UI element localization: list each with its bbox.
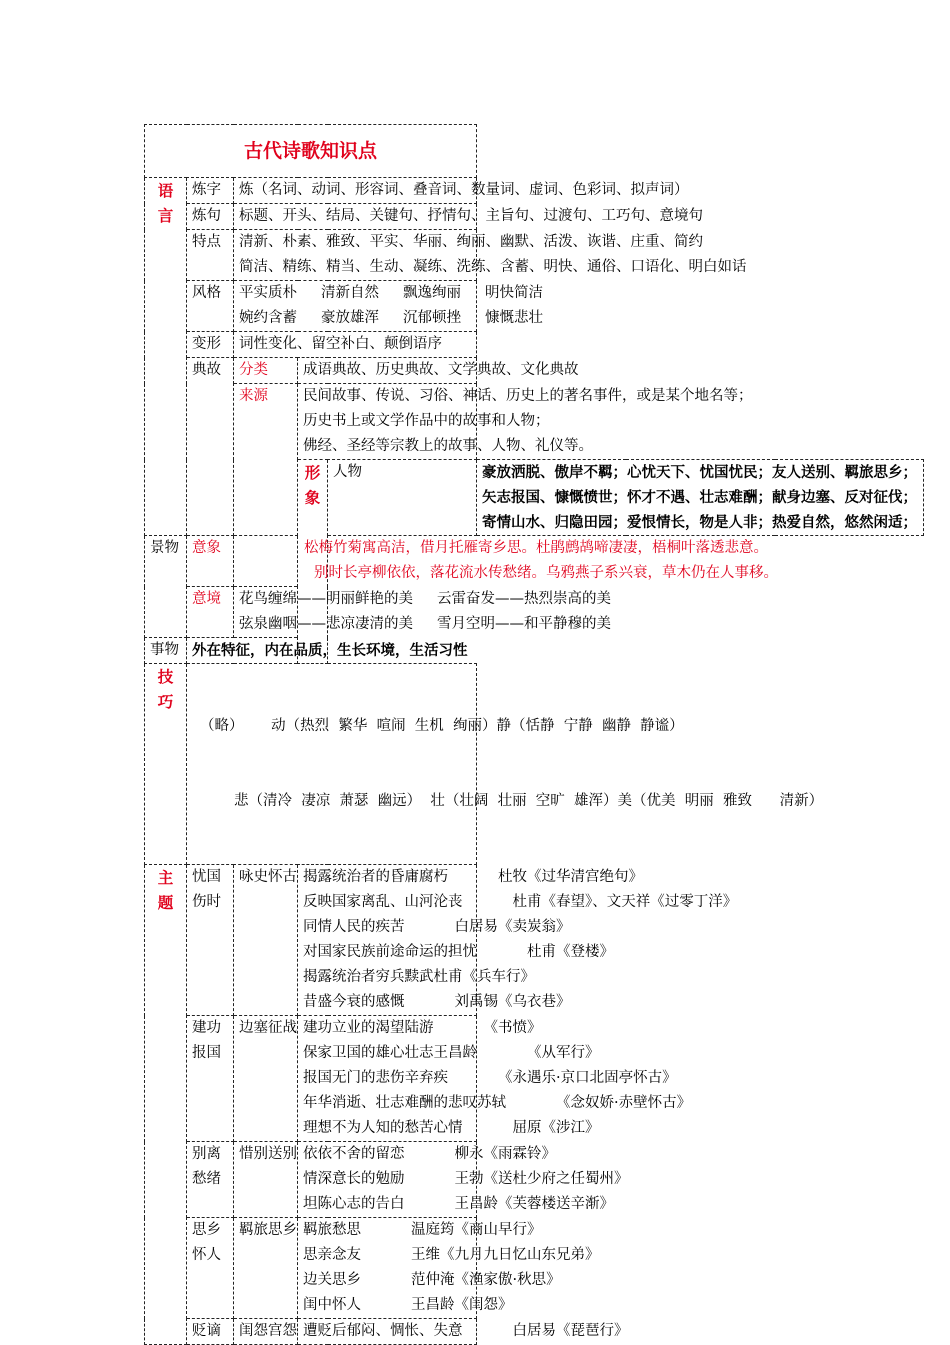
theme-item-desc: 报国无门的悲伤辛弃疾 [303,1070,448,1086]
yijing-line-2: 弦泉幽咽——悲凉凄清的美 雪月空明——和平静穆的美 [239,616,611,632]
yijing-line-1: 花鸟缠绵——明丽鲜艳的美 云雷奋发——热烈崇高的美 [239,591,611,607]
theme-item-work: 杜甫《春望》、文天祥《过零丁洋》 [512,894,738,910]
text-fengge [234,281,543,332]
text-jiqiao [187,664,824,865]
style-item: 明快简洁 [485,285,543,301]
theme-item-desc: 同情人民的疾苦 [303,919,405,935]
label-yijing: 意境 [187,587,234,638]
text-laiyuan [298,384,753,460]
theme-item [303,1142,556,1167]
category-zhuti: 主 题 [145,865,187,1345]
theme-item-work: 屈原《涉江》 [512,1120,600,1136]
theme-item-work: 杜甫《登楼》 [527,944,614,960]
row-zhuti-3 [145,1142,924,1218]
theme-sub: 咏史怀古 [234,865,298,1016]
label-lianzi: 炼字 [187,178,234,204]
theme-item-desc: 年华消逝、壮志难酬的悲叹苏轼 [303,1095,506,1111]
theme-sub: 惜别送别 [234,1142,298,1218]
text-tedian [234,230,747,281]
category-jiqiao: 技 巧 [145,664,187,865]
label-jingwu: 景物 [145,536,187,638]
theme-name: 建功报国 [187,1016,234,1142]
row-zhuti-2 [145,1016,924,1142]
style-item: 清新自然 [321,285,379,301]
label-lianju: 炼句 [187,204,234,230]
page-title: 古代诗歌知识点 [145,125,477,178]
theme-item-desc: 理想不为人知的愁苦心情 [303,1120,463,1136]
theme-name: 忧国伤时 [187,865,234,1016]
theme-item [303,890,738,915]
style-item: 婉约含蓄 [239,310,297,326]
theme-item-desc: 揭露统治者穷兵黩武杜甫《兵车行》 [303,969,535,985]
theme-items [298,1016,692,1142]
label-fengge: 风格 [187,281,234,332]
style-item: 平实质朴 [239,285,297,301]
theme-items [298,865,738,1016]
theme-name: 贬谪 [187,1319,234,1345]
yixiang-line-2: 别时长亭柳依依，落花流水传愁绪。乌鸦燕子系兴衰，草木仍在人事移。 [314,565,778,581]
theme-item-work: 杜牧《过华清宫绝句》 [498,869,643,885]
theme-item-work: 王昌龄《闺怨》 [411,1297,513,1313]
theme-item-desc: 情深意长的勉励 [303,1171,405,1187]
theme-name: 思乡怀人 [187,1218,234,1319]
theme-item-work: 《念奴娇·赤壁怀古》 [556,1095,692,1111]
text-lianzi: 炼（名词、动词、形容词、叠音词、数量词、虚词、色彩词、拟声词） [234,178,477,204]
theme-item [303,865,643,890]
theme-item-desc: 对国家民族前途命运的担忧 [303,944,477,960]
theme-item-desc: 边关思乡 [303,1272,361,1288]
theme-item-desc: 闺中怀人 [303,1297,361,1313]
text-yijing [234,587,611,638]
row-yijing [145,587,924,638]
theme-item-desc: 思亲念友 [303,1247,361,1263]
theme-item [303,1293,513,1318]
category-xingxiang: 形 象 [298,460,328,664]
theme-item-desc: 昔盛今衰的感慨 [303,994,405,1010]
theme-item [303,1192,614,1217]
theme-item [303,1066,677,1091]
theme-item-work: 王勃《送杜少府之任蜀州》 [454,1171,629,1187]
theme-item-work: 王维《九月九日忆山东兄弟》 [411,1247,600,1263]
theme-item [303,1116,600,1141]
label-shiwu: 事物 [145,638,187,664]
theme-item-desc: 保家卫国的雄心壮志王昌龄 [303,1045,477,1061]
text-fenlei: 成语典故、历史典故、文学典故、文化典故 [298,358,477,384]
label-bianxing: 变形 [187,332,234,358]
renwu-line-2: 矢志报国、慷慨愤世；怀才不遇、壮志难酬；献身边塞、反对征伐； [482,489,917,506]
theme-item [303,1167,629,1192]
label-yixiang: 意象 [187,536,234,587]
theme-item-work: 《从军行》 [527,1045,600,1061]
row-yixiang [145,536,924,587]
yixiang-line-1: 松梅竹菊寓高洁，借月托雁寄乡思。杜鹃鹧鸪啼凄凄，梧桐叶落透悲意。 [304,540,768,556]
row-shiwu [145,638,924,664]
renwu-line-1: 豪放洒脱、傲岸不羁；心忧天下、忧国忧民；友人送别、羁旅思乡； [482,464,917,481]
theme-item [303,1041,600,1066]
title-row [145,125,924,178]
label-laiyuan: 来源 [234,384,298,536]
row-diangu-laiyuan [145,384,924,460]
style-item: 豪放雄浑 [321,310,379,326]
theme-item-work: 白居易《琵琶行》 [512,1323,629,1339]
text-lianju: 标题、开头、结局、关键句、抒情句、主旨句、过渡句、工巧句、意境句 [234,204,477,230]
theme-item-work: 刘禹锡《乌衣巷》 [454,994,571,1010]
theme-item [303,915,571,940]
row-zhuti-4 [145,1218,924,1319]
theme-item [303,1243,600,1268]
style-item: 飘逸绚丽 [403,285,461,301]
knowledge-table [144,124,924,1345]
theme-name: 别离愁绪 [187,1142,234,1218]
label-tedian: 特点 [187,230,234,281]
theme-item [303,1218,542,1243]
row-fengge [145,281,924,332]
style-item: 慷慨悲壮 [485,310,543,326]
theme-item-work: 《永遇乐·京口北固亭怀古》 [498,1070,677,1086]
row-zhuti-5 [145,1319,924,1345]
theme-item-desc: 建功立业的渴望陆游 [303,1020,434,1036]
theme-sub: 边塞征战 [234,1016,298,1142]
theme-sub: 闺怨宫怨 [234,1319,298,1345]
theme-item-desc: 坦陈心志的告白 [303,1196,405,1212]
laiyuan-line-1: 民间故事、传说、习俗、神话、历史上的著名事件，或是某个地名等； [303,388,753,404]
laiyuan-line-3: 佛经、圣经等宗教上的故事、人物、礼仪等。 [303,438,593,454]
theme-sub: 羁旅思乡 [234,1218,298,1319]
theme-item-work: 白居易《卖炭翁》 [454,919,571,935]
row-tedian [145,230,924,281]
tedian-line-2: 简洁、精练、精当、生动、凝练、洗练、含蓄、明快、通俗、口语化、明白如话 [239,259,747,275]
theme-item [303,940,614,965]
theme-item-desc: 反映国家离乱、山河沦丧 [303,894,463,910]
theme-items [298,1142,629,1218]
text-bianxing: 词性变化、留空补白、颠倒语序 [234,332,477,358]
theme-item-work: 王昌龄《芙蓉楼送辛渐》 [454,1196,614,1212]
theme-item [303,965,535,990]
theme-item [303,1091,692,1116]
theme-item [303,1319,629,1344]
laiyuan-line-2: 历史书上或文学作品中的故事和人物； [303,413,550,429]
text-yixiang [234,536,778,587]
theme-items [298,1218,600,1319]
jiqiao-line-1: （略） 动（热烈 繁华 喧闹 生机 绚丽）静（恬静 宁静 幽静 静谧） [200,718,684,734]
theme-items [298,1319,629,1345]
label-renwu: 人物 [328,460,477,536]
text-shiwu: 外在特征，内在品质，生长环境，生活习性 [187,638,328,664]
row-zhuti-1 [145,865,924,1016]
row-bianxing [145,332,924,358]
fengge-line-1 [239,281,543,306]
style-item: 沉郁顿挫 [403,310,461,326]
text-renwu [477,460,924,536]
theme-item-desc: 羁旅愁思 [303,1222,361,1238]
theme-item-desc: 揭露统治者的昏庸腐朽 [303,869,448,885]
tedian-line-1: 清新、朴素、雅致、平实、华丽、绚丽、幽默、活泼、诙谐、庄重、简约 [239,234,703,250]
label-diangu: 典故 [187,358,234,536]
theme-item-work: 《书愤》 [483,1020,542,1036]
theme-item-desc: 遭贬后郁闷、惆怅、失意 [303,1323,463,1339]
row-jiqiao [145,664,924,865]
theme-item [303,1268,561,1293]
theme-item-work: 范仲淹《渔家傲·秋思》 [411,1272,561,1288]
theme-item-work: 温庭筠《商山早行》 [411,1222,542,1238]
row-lianzi [145,178,924,204]
row-diangu-fenlei [145,358,924,384]
renwu-line-3: 寄情山水、归隐田园；爱恨情长，物是人非；热爱自然，悠然闲适； [482,514,917,531]
category-yuyan: 语 言 [145,178,187,536]
theme-item-work: 柳永《雨霖铃》 [454,1146,556,1162]
label-fenlei: 分类 [234,358,298,384]
theme-item [303,1016,542,1041]
row-lianju [145,204,924,230]
theme-item-desc: 依依不舍的留恋 [303,1146,405,1162]
theme-item [303,990,571,1015]
jiqiao-line-2: 悲（清冷 凄凉 萧瑟 幽远） 壮（壮阔 壮丽 空旷 雄浑）美（优美 明丽 雅致 清新） [234,793,824,809]
fengge-line-2 [239,306,543,331]
